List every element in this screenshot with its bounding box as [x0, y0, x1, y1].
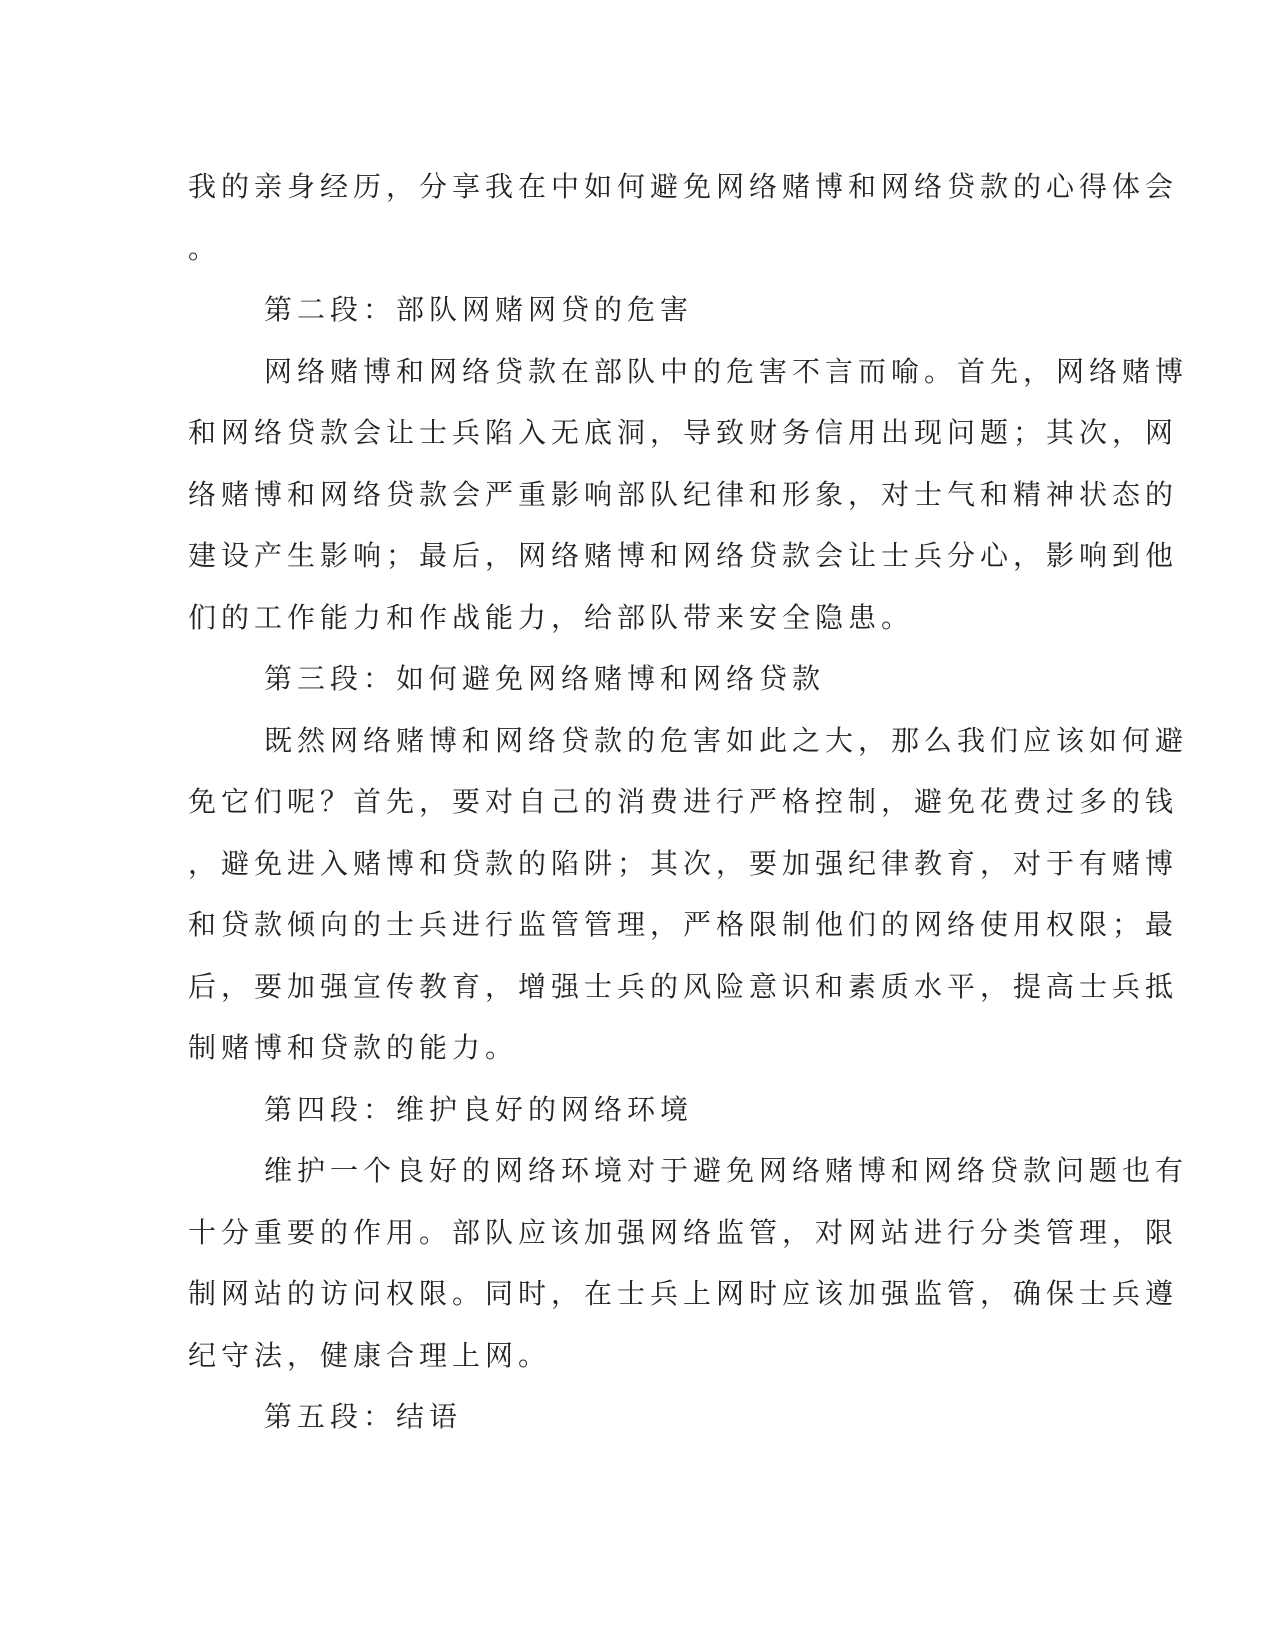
- text-line: 和网络贷款会让士兵陷入无底洞，导致财务信用出现问题；其次，网: [188, 416, 1179, 449]
- text-line: 建设产生影响；最后，网络赌博和网络贷款会让士兵分心，影响到他: [188, 539, 1179, 572]
- text-line: ，避免进入赌博和贷款的陷阱；其次，要加强纪律教育，对于有赌博: [188, 846, 1179, 880]
- text-line: 网络赌博和网络贷款在部队中的危害不言而喻。首先，网络赌博: [264, 354, 1189, 388]
- text-line: 后，要加强宣传教育，增强士兵的风险意识和素质水平，提高士兵抵: [188, 969, 1179, 1003]
- text-line: 维护一个良好的网络环境对于避免网络赌博和网络贷款问题也有: [264, 1154, 1189, 1187]
- text-line: 十分重要的作用。部队应该加强网络监管，对网站进行分类管理，限: [188, 1215, 1179, 1249]
- section-heading: 第三段：如何避免网络赌博和网络贷款: [264, 662, 826, 695]
- text-line: 我的亲身经历，分享我在中如何避免网络赌博和网络贷款的心得体会: [188, 170, 1179, 203]
- text-line: 纪守法，健康合理上网。: [188, 1338, 552, 1372]
- text-line: 制赌博和贷款的能力。: [188, 1031, 519, 1064]
- text-line: 络赌博和网络贷款会严重影响部队纪律和形象，对士气和精神状态的: [188, 477, 1179, 511]
- section-heading: 第四段：维护良好的网络环境: [264, 1092, 694, 1126]
- text-line: 们的工作能力和作战能力，给部队带来安全隐患。: [188, 600, 915, 634]
- text-line: 既然网络赌博和网络贷款的危害如此之大，那么我们应该如何避: [264, 723, 1189, 757]
- section-heading: 第二段：部队网赌网贷的危害: [264, 293, 694, 326]
- text-line: 。: [188, 231, 222, 265]
- text-line: 和贷款倾向的士兵进行监管管理，严格限制他们的网络使用权限；最: [188, 908, 1179, 941]
- text-line: 制网站的访问权限。同时，在士兵上网时应该加强监管，确保士兵遵: [188, 1277, 1179, 1310]
- section-heading: 第五段：结语: [264, 1400, 463, 1433]
- text-line: 免它们呢？首先，要对自己的消费进行严格控制，避免花费过多的钱: [188, 785, 1179, 818]
- document-body: [188, 156, 1189, 1448]
